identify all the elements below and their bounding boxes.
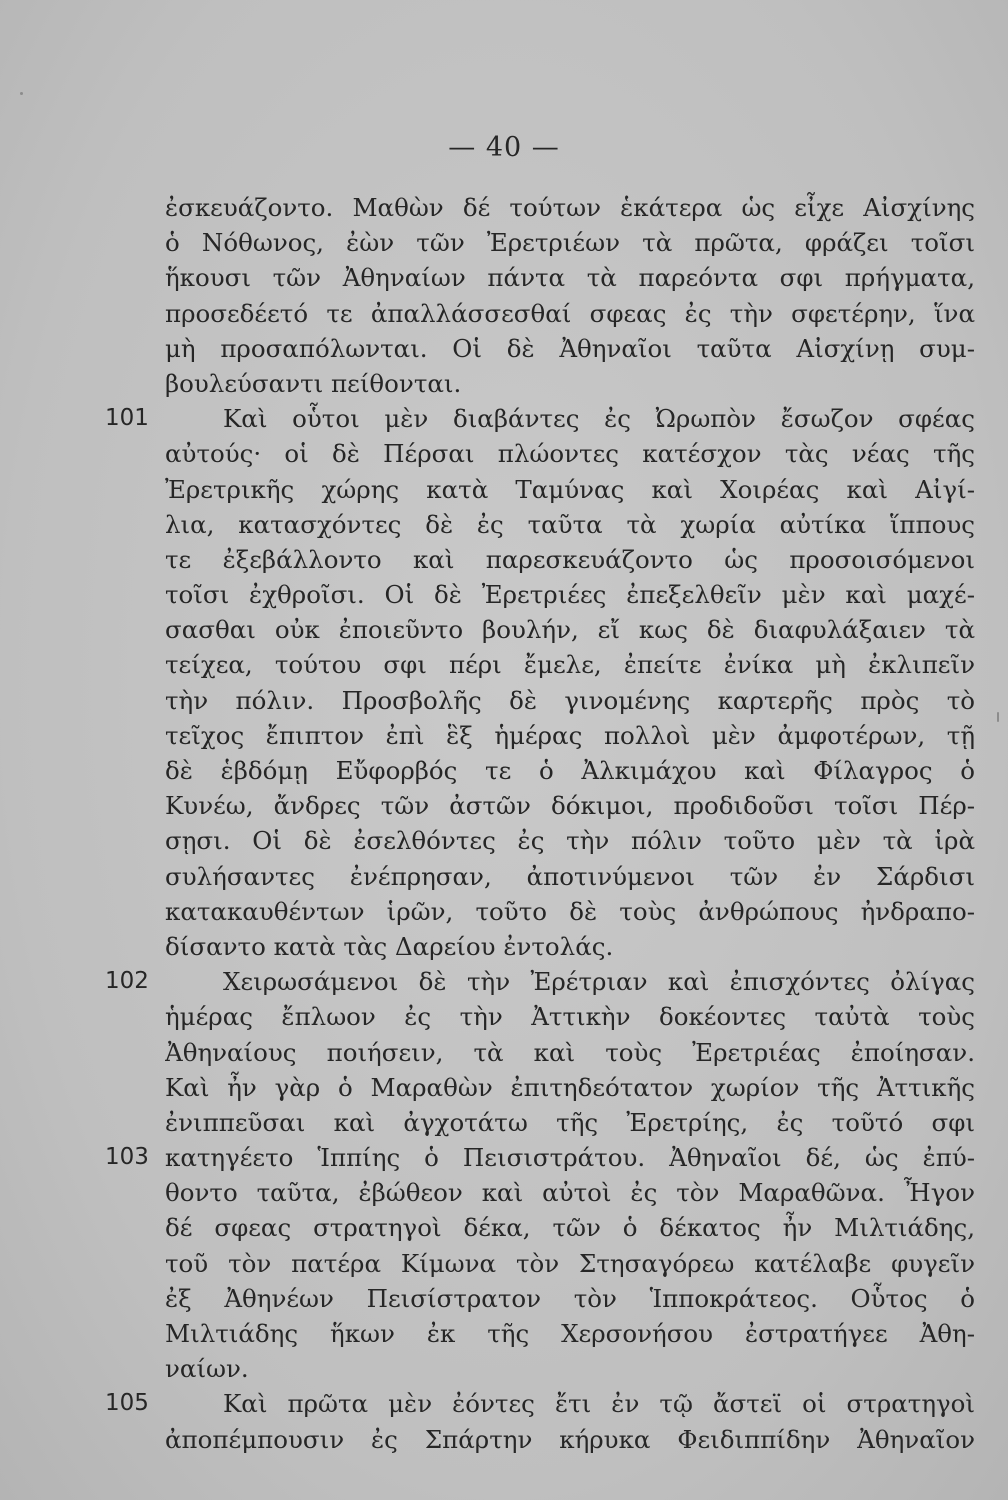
text-line: ἐσκευάζοντο. Μαθὼν δέ τούτων ἑκάτερα ὡς εἶχε Αἰσχίνης <box>165 193 975 222</box>
text-line: λια, κατασχόντες δὲ ἐς ταῦτα τὰ χωρία αὐτίκα ἵππους <box>165 509 975 539</box>
text-line: Καὶ πρῶτα μὲν ἐόντες ἔτι ἐν τῷ ἄστεϊ οἱ στρατηγοὶ <box>223 1389 975 1419</box>
text-line: τεῖχος ἔπιπτον ἐπὶ ἓξ ἡμέρας πολλοὶ μὲν ἀμφοτέρων, τῇ <box>165 720 975 750</box>
text-line: Κυνέω, ἄνδρες τῶν ἀστῶν δόκιμοι, προδιδοῦσι τοῖσι Πέρ- <box>165 791 975 821</box>
text-line: τὴν πόλιν. Προσβολῆς δὲ γινομένης καρτερῆς πρὸς τὸ <box>165 685 975 715</box>
page-number: — 40 — <box>448 132 560 163</box>
text-line: ἀποπέμπουσιν ἐς Σπάρτην κήρυκα Φειδιππίδην Ἀθηναῖον <box>165 1424 975 1454</box>
text-line: ἡμέρας ἔπλωον ἐς τὴν Ἀττικὴν δοκέοντες ταὐτὰ τοὺς <box>165 1002 975 1032</box>
text-line: βουλεύσαντι πείθονται. <box>165 368 462 398</box>
text-line: συλήσαντες ἐνέπρησαν, ἀποτινύμενοι τῶν ἐν Σάρδισι <box>165 861 975 891</box>
text-line: Χειρωσάμενοι δὲ τὴν Ἐρέτριαν καὶ ἐπισχόντες ὀλίγας <box>223 967 975 997</box>
text-line: Ἐρετρικῆς χώρης κατὰ Ταμύνας καὶ Χοιρέας καὶ Αἰγί- <box>165 474 975 504</box>
text-line: τείχεα, τούτου σφι πέρι ἔμελε, ἐπείτε ἐνίκα μὴ ἐκλιπεῖν <box>165 650 975 680</box>
text-line: ἐξ Ἀθηνέων Πεισίστρατον τὸν Ἱπποκράτεος. Οὗτος ὁ <box>165 1283 975 1313</box>
text-line: σῃσι. Οἱ δὲ ἐσελθόντες ἐς τὴν πόλιν τοῦτο μὲν τὰ ἱρὰ <box>165 826 975 856</box>
text-line: δὲ ἑβδόμῃ Εὔφορβός τε ὁ Ἀλκιμάχου καὶ Φίλαγρος ὁ <box>165 756 975 785</box>
text-line: δίσαντο κατὰ τὰς Δαρείου ἐντολάς. <box>165 931 614 961</box>
chapter-number: 101 <box>105 405 149 431</box>
chapter-number: 105 <box>105 1390 149 1416</box>
text-line: θοντο ταῦτα, ἐβώθεον καὶ αὐτοὶ ἐς τὸν Μαραθῶνα. Ἦγον <box>165 1178 975 1208</box>
paper-speck <box>997 712 999 722</box>
chapter-number: 102 <box>105 968 149 994</box>
text-line: ἐνιππεῦσαι καὶ ἀγχοτάτω τῆς Ἐρετρίης, ἐς τοῦτό σφι <box>165 1107 975 1137</box>
text-line: Καὶ ἦν γὰρ ὁ Μαραθὼν ἐπιτηδεότατον χωρίον τῆς Ἀττικῆς <box>165 1072 975 1102</box>
text-line: κατακαυθέντων ἱρῶν, τοῦτο δὲ τοὺς ἀνθρώπους ἠνδραπο- <box>165 896 975 926</box>
text-line: τοῦ τὸν πατέρα Κίμωνα τὸν Στησαγόρεω κατέλαβε φυγεῖν <box>165 1248 975 1278</box>
text-line: τοῖσι ἐχθροῖσι. Οἱ δὲ Ἐρετριέες ἐπεξελθεῖν μὲν καὶ μαχέ- <box>165 580 975 610</box>
text-line: προσεδέετό τε ἀπαλλάσσεσθαί σφεας ἐς τὴν σφετέρην, ἵνα <box>165 298 975 328</box>
body-text <box>165 190 975 1457</box>
text-line: αὐτούς· οἱ δὲ Πέρσαι πλώοντες κατέσχον τὰς νέας τῆς <box>165 439 975 469</box>
text-line: Μιλτιάδης ἥκων ἐκ τῆς Χερσονήσου ἐστρατήγεε Ἀθη- <box>165 1319 975 1348</box>
text-line: τε ἐξεβάλλοντο καὶ παρεσκευάζοντο ὡς προσοισόμενοι <box>165 544 975 574</box>
text-line: δέ σφεας στρατηγοὶ δέκα, τῶν ὁ δέκατος ἦν Μιλτιάδης, <box>165 1213 975 1243</box>
text-line: μὴ προσαπόλωνται. Οἱ δὲ Ἀθηναῖοι ταῦτα Αἰσχίνῃ συμ- <box>165 333 975 363</box>
text-line: Καὶ οὗτοι μὲν διαβάντες ἐς Ὠρωπὸν ἔσωζον σφέας <box>223 404 975 434</box>
text-line: ὁ Νόθωνος, ἐὼν τῶν Ἐρετριέων τὰ πρῶτα, φράζει τοῖσι <box>165 228 975 258</box>
text-line: Ἀθηναίους ποιήσειν, τὰ καὶ τοὺς Ἐρετριέας ἐποίησαν. <box>165 1037 975 1067</box>
paper-speck <box>20 92 23 95</box>
text-line: σασθαι οὐκ ἐποιεῦντο βουλήν, εἴ κως δὲ διαφυλάξαιεν τὰ <box>165 615 975 645</box>
text-line: ναίων. <box>165 1354 249 1384</box>
text-line: ἥκουσι τῶν Ἀθηναίων πάντα τὰ παρεόντα σφι πρήγματα, <box>165 263 975 293</box>
chapter-number: 103 <box>105 1144 149 1170</box>
text-line: κατηγέετο Ἱππίης ὁ Πεισιστράτου. Ἀθηναῖοι δέ, ὡς ἐπύ- <box>165 1143 975 1173</box>
